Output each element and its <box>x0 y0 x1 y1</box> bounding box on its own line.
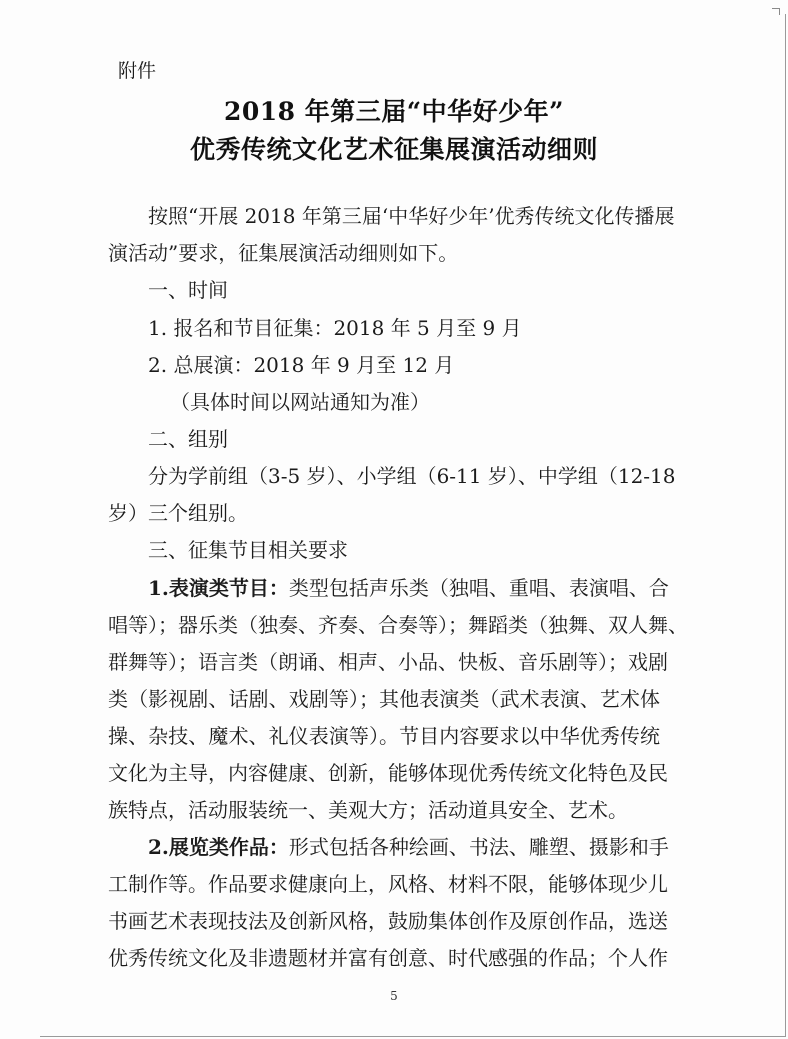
section-1-item-1: 1. 报名和节目征集：2018 年 5 月至 9 月 <box>148 316 522 340</box>
performance-line: 唱等）；器乐类（独奏、齐奏、合奏等）；舞蹈类（独舞、双人舞、 <box>108 613 688 637</box>
performance-line: 群舞等）；语言类（朗诵、相声、小品、快板、音乐剧等）；戏剧 <box>108 650 668 674</box>
document-title-line-1: 2018 年第三届“中华好少年” <box>223 97 565 126</box>
section-2-heading: 二、组别 <box>148 427 228 451</box>
scan-border-right <box>785 14 786 1037</box>
section-1-heading: 一、时间 <box>148 278 228 302</box>
intro-line-2: 演活动”要求，征集展演活动细则如下。 <box>108 241 459 265</box>
performance-line: 类（影视剧、话剧、戏剧等）；其他表演类（武术表演、艺术体 <box>108 687 660 711</box>
section-1-note: （具体时间以网站通知为准） <box>170 390 430 414</box>
exhibition-line: 优秀传统文化及非遗题材并富有创意、时代感强的作品；个人作 <box>108 946 668 970</box>
scan-border-bottom <box>40 1036 786 1037</box>
exhibition-first-line <box>148 832 669 862</box>
attachment-label: 附件 <box>118 60 157 82</box>
document-title-line-2: 优秀传统文化艺术征集展演活动细则 <box>189 135 598 164</box>
section-2-line-1: 分为学前组（3-5 岁）、小学组（6-11 岁）、中学组（12-18 <box>148 464 676 488</box>
exhibition-first-line-text: 形式包括各种绘画、书法、雕塑、摄影和手 <box>288 835 669 859</box>
exhibition-line: 工制作等。作品要求健康向上，风格、材料不限，能够体现少儿 <box>108 872 668 896</box>
performance-line: 族特点，活动服装统一、美观大方；活动道具安全、艺术。 <box>108 798 628 822</box>
page-number: 5 <box>390 989 398 1003</box>
exhibition-line: 书画艺术表现技法及创新风格，鼓励集体创作及原创作品，选送 <box>108 909 668 933</box>
performance-first-line <box>148 573 669 603</box>
performance-line: 操、杂技、魔术、礼仪表演等）。节目内容要求以中华优秀传统 <box>108 724 660 748</box>
performance-line: 文化为主导，内容健康、创新，能够体现优秀传统文化特色及民 <box>108 761 668 785</box>
scan-corner-mark <box>772 8 780 15</box>
section-2-line-2: 岁）三个组别。 <box>108 501 248 525</box>
section-1-item-2: 2. 总展演：2018 年 9 月至 12 月 <box>148 353 455 377</box>
performance-first-line-text: 类型包括声乐类（独唱、重唱、表演唱、合 <box>288 576 669 600</box>
section-3-heading: 三、征集节目相关要求 <box>148 538 348 562</box>
intro-line-1: 按照“开展 2018 年第三届‘中华好少年’优秀传统文化传播展 <box>148 204 675 228</box>
exhibition-label: 2.展览类作品： <box>148 835 289 859</box>
performance-label: 1.表演类节目： <box>148 576 289 600</box>
